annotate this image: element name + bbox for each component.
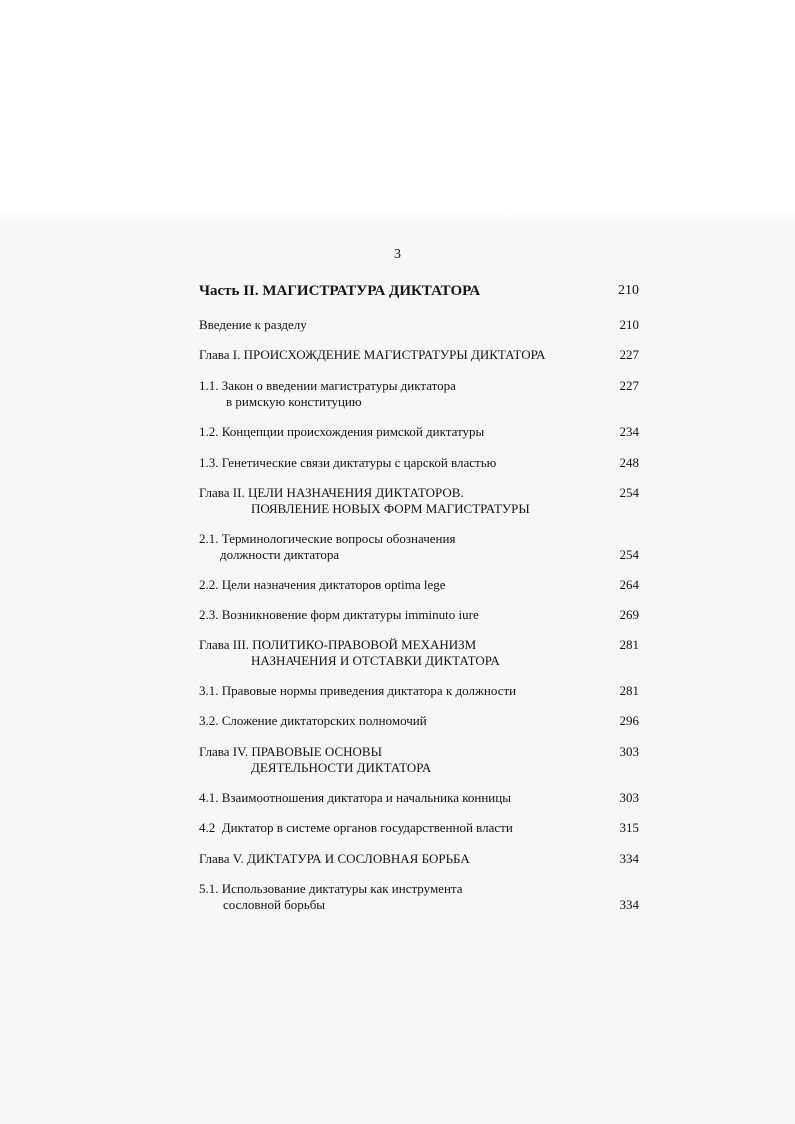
toc-entry-title-line: Введение к разделу bbox=[199, 317, 307, 332]
toc-entry-page: 264 bbox=[619, 577, 639, 592]
toc-entry-page: 281 bbox=[619, 637, 639, 652]
toc-entry-title-line: 5.1. Использование диктатуры как инструмента bbox=[199, 881, 463, 896]
toc-entry-title-line: Глава IV. ПРАВОВЫЕ ОСНОВЫ bbox=[199, 744, 382, 759]
toc-entry-title-line: 2.1. Терминологические вопросы обозначения bbox=[199, 531, 456, 546]
toc-entry-title bbox=[199, 683, 599, 699]
toc-entry-page: 296 bbox=[619, 713, 639, 728]
toc-entry-title-line: 4.2 Диктатор в системе органов государственной власти bbox=[199, 820, 513, 835]
toc-entry-title-line: 1.2. Концепции происхождения римской диктатуры bbox=[199, 424, 485, 439]
toc-entry-title-line: Глава V. ДИКТАТУРА И СОСЛОВНАЯ БОРЬБА bbox=[199, 851, 470, 866]
toc-entry-title-line: 1.1. Закон о введении магистратуры диктатора bbox=[199, 378, 456, 393]
toc-entry-page: 248 bbox=[619, 455, 639, 470]
toc-entry-page: 210 bbox=[618, 283, 639, 298]
toc-entry-title bbox=[199, 455, 599, 471]
toc-entry-page: 334 bbox=[619, 897, 639, 912]
toc-entry-page: 227 bbox=[619, 347, 639, 362]
toc-entry-title-line: 1.3. Генетические связи диктатуры с царской властью bbox=[199, 455, 497, 470]
toc-entry-title-line: 2.3. Возникновение форм диктатуры imminuto iure bbox=[199, 607, 479, 622]
toc-entry-title bbox=[199, 347, 599, 363]
toc-entry-title-line: ДЕЯТЕЛЬНОСТИ ДИКТАТОРА bbox=[251, 760, 432, 775]
toc-entry-title-line: Глава II. ЦЕЛИ НАЗНАЧЕНИЯ ДИКТАТОРОВ. bbox=[199, 485, 464, 500]
toc-entry-title-line: 2.2. Цели назначения диктаторов optima lege bbox=[199, 577, 446, 592]
toc-entry-page: 269 bbox=[619, 607, 639, 622]
toc-entry-title bbox=[199, 744, 599, 776]
toc-entry-page: 303 bbox=[619, 790, 639, 805]
toc-entry-title bbox=[199, 607, 599, 623]
toc-entry-title-line: ПОЯВЛЕНИЕ НОВЫХ ФОРМ МАГИСТРАТУРЫ bbox=[251, 501, 530, 516]
toc-entry-page: 234 bbox=[619, 424, 639, 439]
toc-entry-title-line: в римскую конституцию bbox=[226, 394, 362, 409]
toc-entry-title bbox=[199, 531, 599, 563]
toc-entry-title bbox=[199, 283, 599, 299]
toc-entry-title bbox=[199, 820, 599, 836]
toc-entry-title bbox=[199, 851, 599, 867]
toc-entry-title bbox=[199, 790, 599, 806]
toc-entry-title-line: Глава III. ПОЛИТИКО-ПРАВОВОЙ МЕХАНИЗМ bbox=[199, 637, 477, 652]
toc-entry-page: 254 bbox=[619, 547, 639, 562]
toc-entry-page: 334 bbox=[619, 851, 639, 866]
toc-entry-title bbox=[199, 713, 599, 729]
toc-entry-page: 281 bbox=[619, 683, 639, 698]
toc-entry-title-line: 3.1. Правовые нормы приведения диктатора к должности bbox=[199, 683, 517, 698]
toc-entry-page: 210 bbox=[619, 317, 639, 332]
toc-entry-title bbox=[199, 637, 599, 669]
toc-entry-title bbox=[199, 378, 599, 410]
toc-entry-title-line: 4.1. Взаимоотношения диктатора и начальника конницы bbox=[199, 790, 511, 805]
toc-entry-title-line: должности диктатора bbox=[220, 547, 340, 562]
toc-entry-title-line: сословной борьбы bbox=[223, 897, 326, 912]
toc-entry-page: 315 bbox=[619, 820, 639, 835]
toc-entry-title-line: НАЗНАЧЕНИЯ И ОТСТАВКИ ДИКТАТОРА bbox=[251, 653, 500, 668]
toc-entry-page: 227 bbox=[619, 378, 639, 393]
toc-entry-page: 254 bbox=[619, 485, 639, 500]
toc-entry-page: 303 bbox=[619, 744, 639, 759]
toc-entry-title-line: Часть II. МАГИСТРАТУРА ДИКТАТОРА bbox=[199, 283, 481, 299]
toc-entry-title-line: Глава I. ПРОИСХОЖДЕНИЕ МАГИСТРАТУРЫ ДИКТАТОРА bbox=[199, 347, 546, 362]
page-number: 3 bbox=[394, 247, 401, 262]
toc-entry-title-line: 3.2. Сложение диктаторских полномочий bbox=[199, 713, 427, 728]
toc-entry-title bbox=[199, 881, 599, 913]
toc-entry-title bbox=[199, 485, 599, 517]
toc-entry-title bbox=[199, 577, 599, 593]
toc-entry-title bbox=[199, 317, 599, 333]
toc-entry-title bbox=[199, 424, 599, 440]
